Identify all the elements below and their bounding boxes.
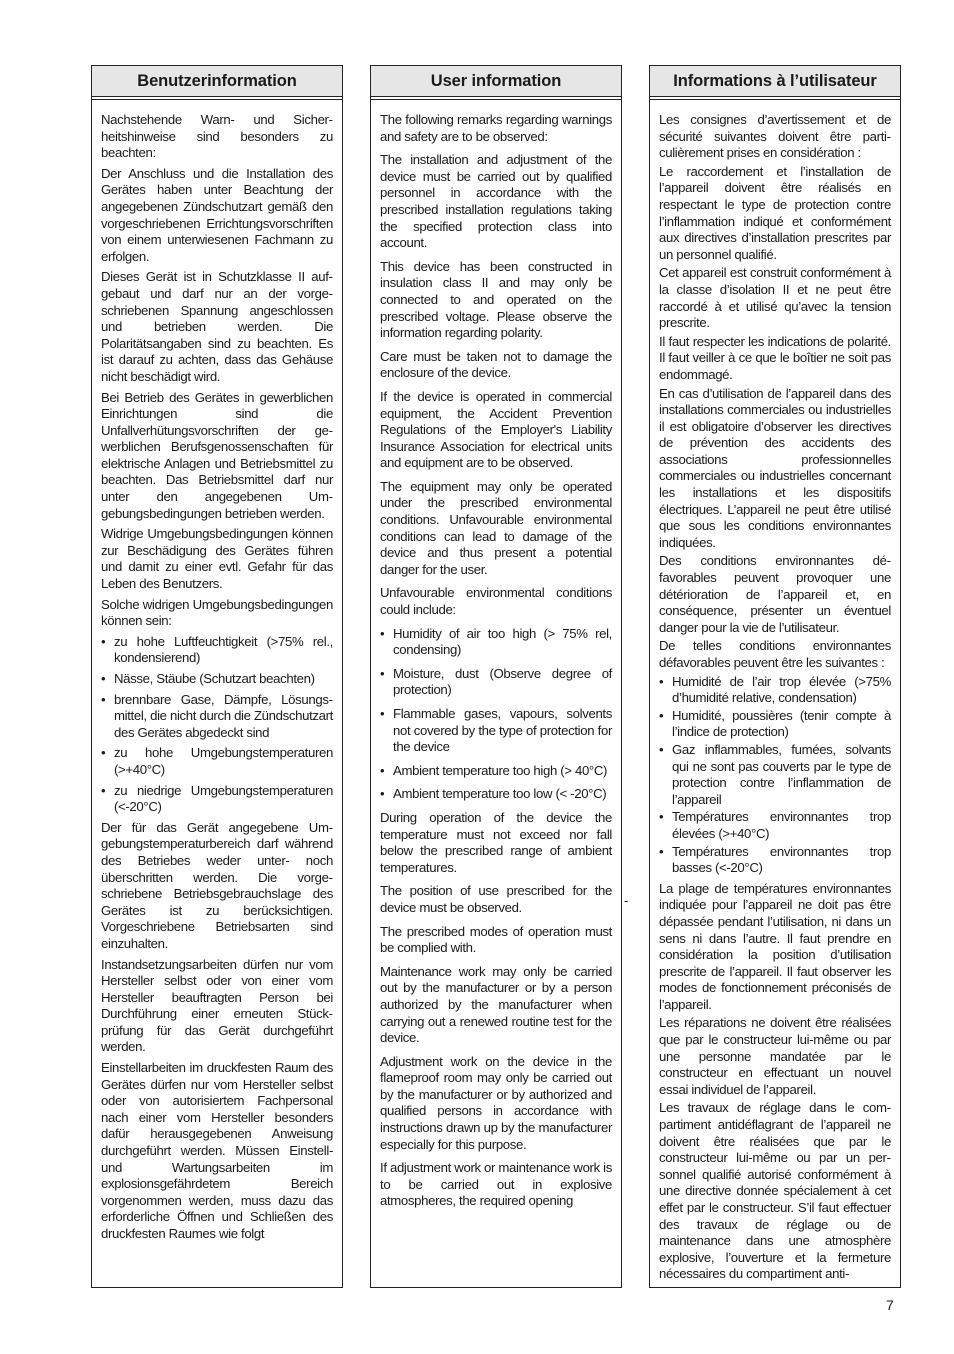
column-german	[91, 65, 343, 1288]
paragraph: The following remarks regarding warnings and safety are to be observed:	[380, 112, 612, 144]
paragraph: During operation of the device the temperature must not exceed nor fall below the prescribed range of ambient temperatures.	[380, 809, 612, 875]
list-item: • Nässe, Stäube (Schutzart beachten)	[101, 671, 333, 688]
list-item: • Flammable gases, vapours, solvents not covered by the type of protection for the device	[380, 706, 612, 756]
paragraph: La plage de températures environnantes indiquée pour l’appareil ne doit pas être dépassée pendant l’utilisation, ni dans un sens ni dans l’autre. Il faut prendre en considération la position d’utilisation prescrite de l’appareil. Il faut observer les modes de fonctionnement préconisés de l’appareil.	[659, 880, 891, 1012]
list-item: • Températures environnantes trop élevées (>+40°C)	[659, 809, 891, 842]
bullet-list	[101, 634, 333, 816]
paragraph: Care must be taken not to damage the enclosure of the device.	[380, 348, 612, 381]
column-body-english	[371, 100, 621, 1210]
column-heading-french: Informations à l’utilisateur	[650, 66, 900, 97]
paragraph: Des conditions environnantes défavorables peuvent provoquer une détérioration de l’appareil et, en conséquence, présenter un éventuel danger pour la vie de l’utilisateur.	[659, 553, 891, 635]
paragraph: Adjustment work on the device in the flameproof room may only be carried out by the manufacturer or by authorized and qualified persons in accordance with instructions drawn up by the manufacturer especially for this purpose.	[380, 1053, 612, 1152]
column-french	[649, 65, 901, 1288]
list-item: • Humidité, poussières (tenir compte à l’indice de protection)	[659, 708, 891, 741]
paragraph: Einstellarbeiten im druckfesten Raum des Gerätes dürfen nur vom Hersteller selbst oder von autorisiertem Fachpersonal nach einer vom Hersteller besonders dafür herausgegebenen Anweisung durchgeführt werden. Müssen Einstell- und Wartungsarbeiten im explosionsgefährdetem Bereich vorgenommen werden, muss dazu das erforderliche Öffnen und Schließen des druckfesten Raumes wie folgt	[101, 1060, 333, 1241]
paragraph: If the device is operated in commercial equipment, the Accident Prevention Regulations of the Employer's Liability Insurance Association for electrical units and equipment are to be observed.	[380, 388, 612, 471]
paragraph: Der Anschluss und die Installation des Gerätes haben unter Beachtung der angegebenen Zündschutzart gemäß den vorgeschriebenen Errichtungsvorschriften von einem unterwiesenen Fachmann zu erfolgen.	[101, 165, 333, 264]
bullet-list	[659, 674, 891, 877]
list-item: • brennbare Gase, Dämpfe, Lösungsmittel, die nicht durch die Zündschutzart des Gerätes abgedeckt sind	[101, 692, 333, 742]
list-item: • Températures environnantes trop basses (<-20°C)	[659, 844, 891, 877]
paragraph: Instandsetzungsarbeiten dürfen nur vom Hersteller selbst oder von einer vom Hersteller beauftragten Person bei Durchführung einer erneuten Stückprüfung für das Gerät durchgeführt werden.	[101, 956, 333, 1055]
list-item: • zu hohe Umgebungstemperaturen (>+40°C)	[101, 745, 333, 778]
paragraph: De telles conditions environnantes défavorables peuvent être les suivantes :	[659, 638, 891, 670]
paragraph: If adjustment work or maintenance work is to be carried out in explosive atmospheres, the required opening	[380, 1160, 612, 1209]
list-item: • Humidité de l’air trop élevée (>75% d’humidité relative, condensation)	[659, 674, 891, 707]
column-heading-german: Benutzerinformation	[92, 66, 342, 97]
paragraph: Der für das Gerät angegebene Umgebungstemperaturbereich darf während des Betriebes weder unter- noch überschritten werden. Die vorgeschriebene Betriebsgebrauchslage des Gerätes ist zu berücksichtigen. Vorgeschriebene Betriebsarten sind einzuhalten.	[101, 819, 333, 951]
paragraph: Nachstehende Warn- und Sicherheitshinweise sind besonders zu beachten:	[101, 112, 333, 161]
paragraph: The position of use prescribed for the device must be observed.	[380, 883, 612, 915]
paragraph: Cet appareil est construit conformément à la classe d’isolation II et ne peut être raccordé à et utilisé qu’avec la tension prescrite.	[659, 265, 891, 331]
paragraph: Dieses Gerät ist in Schutzklasse II aufgebaut und darf nur an der vorgeschriebenen Spannung angeschlossen und betrieben werden. Die Polaritätsangaben sind zu beachten. Es ist darauf zu achten, dass das Gehäuse nicht beschädigt wird.	[101, 269, 333, 384]
paragraph: The equipment may only be operated under the prescribed environmental conditions. Unfavourable environmental conditions can lead to damage of the device and thus present a potential danger for the user.	[380, 478, 612, 577]
bullet-list	[380, 626, 612, 803]
paragraph: Le raccordement et l’installation de l’appareil doivent être réalisés en respectant le type de protection contre l’inflammation indiqué et conformément aux directives d’installation prescrites par un personnel qualifié.	[659, 163, 891, 262]
paragraph: The prescribed modes of operation must be complied with.	[380, 923, 612, 956]
list-item: • Ambient temperature too low (< -20°C)	[380, 786, 612, 803]
list-item: • Gaz inflammables, fumées, solvants qui ne sont pas couverts par le type de protection contre l’inflammation de l’appareil	[659, 742, 891, 808]
column-heading-english: User information	[371, 66, 621, 97]
paragraph: Unfavourable environmental conditions could include:	[380, 585, 612, 618]
column-body-german	[92, 100, 342, 1243]
paragraph: Widrige Umgebungsbedingungen können zur Beschädigung des Gerätes führen und damit zu einer evtl. Gefahr für das Leben des Benutzers.	[101, 526, 333, 592]
column-body-french	[650, 100, 900, 1283]
paragraph: Les consignes d’avertissement et de sécurité suivantes doivent être particulièrement prises en considération :	[659, 112, 891, 161]
list-item: • Ambient temperature too high (> 40°C)	[380, 763, 612, 780]
paragraph: This device has been constructed in insulation class II and may only be connected to and operated on the prescribed voltage. Please observe the information regarding polarity.	[380, 258, 612, 341]
page-number: 7	[886, 1297, 894, 1313]
paragraph: Il faut respecter les indications de polarité. Il faut veiller à ce que le boîtier ne soit pas endommagé.	[659, 333, 891, 382]
paragraph: Les travaux de réglage dans le compartiment antidéflagrant de l’appareil ne doivent être réalisées que par le constructeur lui-même ou par un personnel qualifié autorisé conformément à une directive donnée spécialement à cet effet par le constructeur. S’il faut effectuer des travaux de réglage ou de maintenance dans une atmosphère explosive, l’ouverture et la fermeture nécessaires du compartiment anti-	[659, 1100, 891, 1282]
margin-mark: -	[624, 893, 629, 908]
paragraph: Les réparations ne doivent être réalisées que par le constructeur lui-même ou par une personne mandatée par le constructeur en effectuant un nouvel essai individuel de l’appareil.	[659, 1015, 891, 1097]
list-item: • Moisture, dust (Observe degree of protection)	[380, 666, 612, 699]
list-item: • Humidity of air too high (> 75% rel, condensing)	[380, 626, 612, 659]
paragraph: En cas d’utilisation de l’appareil dans des installations commerciales ou industrielles il est obligatoire d’observer les directives de prévention des accidents des associations professionnelles commerciales ou industrielles concernant les installations et les dispositifs électriques. L’appareil ne peut être utilisé que sous les conditions environnantes indiquées.	[659, 385, 891, 550]
column-english	[370, 65, 622, 1288]
paragraph: Solche widrigen Umgebungsbedingungen können sein:	[101, 596, 333, 629]
list-item: • zu niedrige Umgebungstemperaturen (<-20°C)	[101, 783, 333, 816]
paragraph: The installation and adjustment of the device must be carried out by qualified personnel in accordance with the prescribed installation regulations taking the specified protection class into account.	[380, 152, 612, 251]
paragraph: Maintenance work may only be carried out by the manufacturer or by a person authorized by the manufacturer when carrying out a renewed routine test for the device.	[380, 963, 612, 1046]
paragraph: Bei Betrieb des Gerätes in gewerblichen Einrichtungen sind die Unfallverhütungsvorschriften der gewerblichen Berufsgenossenschaften für elektrische Anlagen und Betriebsmittel zu beachten. Das Betriebsmittel darf nur unter den angegebenen Umgebungsbedingungen betrieben werden.	[101, 389, 333, 521]
list-item: • zu hohe Luftfeuchtigkeit (>75% rel., kondensierend)	[101, 634, 333, 667]
